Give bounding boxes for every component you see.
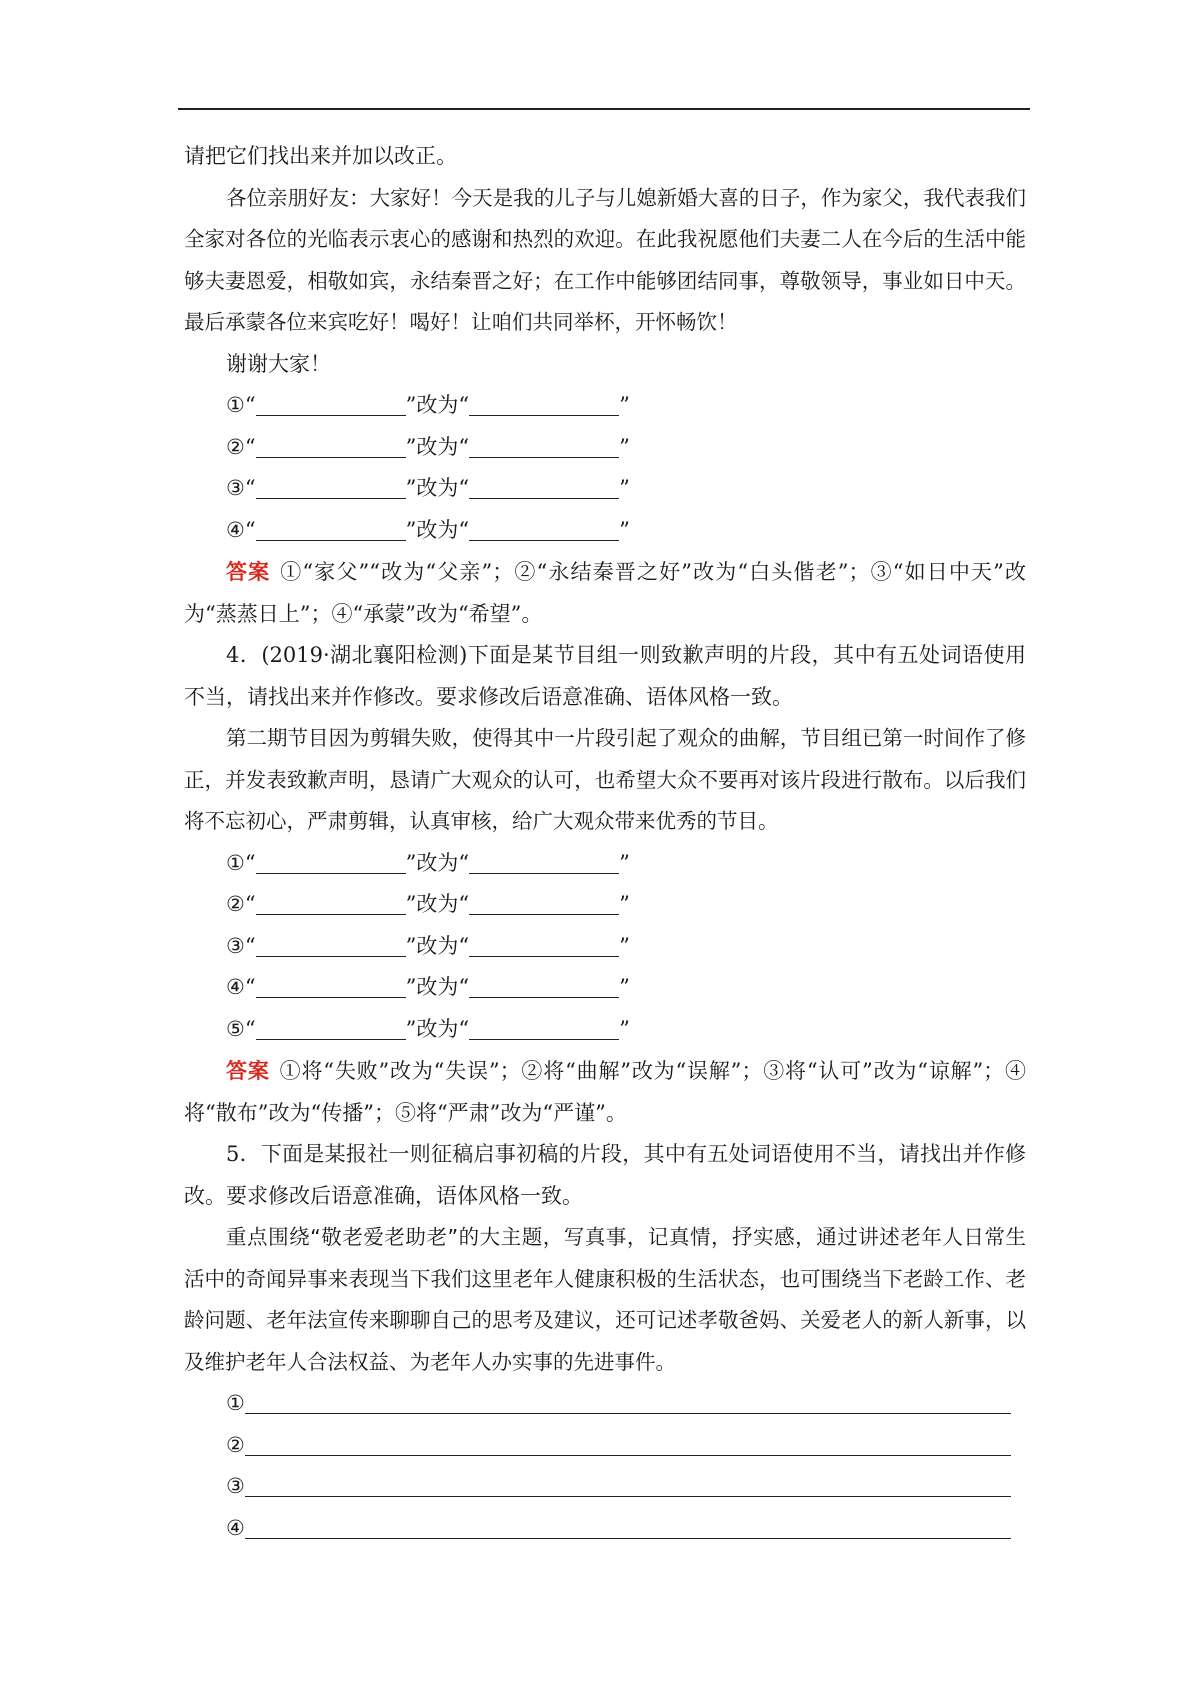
q4-blank-row: ④“ ”改为“ ” <box>226 975 630 999</box>
answer-text: ①“家父”“改为“父亲”；②“永结秦晋之好”改为“白头偕老”；③“如日中天”改 为“蒸蒸日上”；④“承蒙”改为“希望”。 <box>184 560 1026 626</box>
q3-blank-row: ①“ ”改为“ ” <box>226 393 630 417</box>
answer-label: 答案 <box>226 1058 270 1083</box>
q4-blank-row: ②“ ”改为“ ” <box>226 892 630 916</box>
answer-blank[interactable] <box>469 849 619 874</box>
q5-answer-line: ③ <box>184 1466 1026 1508</box>
answer-blank[interactable] <box>245 1431 1011 1456</box>
answer-blank[interactable] <box>256 1015 406 1040</box>
q4-passage: 第二期节目因为剪辑失败，使得其中一片段引起了观众的曲解，节目组已第一时间作了修正，并发表致歉声明，恳请广大观众的认可，也希望大众不要再对该片段进行散布。以后我们将不忘初心，严肃剪辑，认真审核，给广大观众带来优秀的节目。 <box>184 726 1026 833</box>
q4-blank-row: ①“ ”改为“ ” <box>226 850 630 875</box>
intro-tail: 请把它们找出来并加以改正。 <box>184 144 457 168</box>
answer-blank[interactable] <box>469 391 619 416</box>
q5-answer-line: ④ <box>184 1508 1026 1550</box>
answer-blank[interactable] <box>469 973 619 998</box>
answer-text: ①将“失败”改为“失误”；②将“曲解”改为“误解”；③将“认可”改为“谅解”；④将“散布”改为“传播”；⑤将“严肃”改为“严谨”。 <box>184 1059 1026 1125</box>
q5-stem: 5．下面是某报社一则征稿启事初稿的片段，其中有五处词语使用不当，请找出并作修改。要求修改后语意准确，语体风格一致。 <box>184 1142 1026 1208</box>
q5-answer-line: ② <box>184 1425 1026 1467</box>
answer-blank[interactable] <box>245 1389 1011 1414</box>
q4-blank-row: ⑤“ ”改为“ ” <box>226 1016 630 1041</box>
answer-blank[interactable] <box>469 474 619 499</box>
q4-blank-row: ③“ ”改为“ ” <box>226 933 630 958</box>
answer-blank[interactable] <box>469 433 619 458</box>
answer-blank[interactable] <box>256 890 406 915</box>
answer-blank[interactable] <box>469 1015 619 1040</box>
answer-blank[interactable] <box>469 516 619 541</box>
page-content <box>184 136 1026 1549</box>
answer-blank[interactable] <box>469 890 619 915</box>
answer-label: 答案 <box>226 559 271 584</box>
answer-blank[interactable] <box>245 1472 1011 1497</box>
q3-passage: 各位亲朋好友：大家好！今天是我的儿子与儿媳新婚大喜的日子，作为家父，我代表我们全家对各位的光临表示衷心的感谢和热烈的欢迎。在此我祝愿他们夫妻二人在今后的生活中能够夫妻恩爱，相敬如宾，永结秦晋之好；在工作中能够团结同事，尊敬领导，事业如日中天。最后承蒙各位来宾吃好！喝好！让咱们共同举杯，开怀畅饮！ <box>184 185 1026 334</box>
q5-passage: 重点围绕“敬老爱老助老”的大主题，写真事，记真情，抒实感，通过讲述老年人日常生活中的奇闻异事来表现当下我们这里老年人健康积极的生活状态，也可围绕当下老龄工作、老龄问题、老年法宣传来聊聊自己的思考及建议，还可记述孝敬爸妈、关爱老人的新人新事，以及维护老年人合法权益、为老年人办实事的先进事件。 <box>184 1225 1026 1374</box>
answer-blank[interactable] <box>256 849 406 874</box>
answer-blank[interactable] <box>256 973 406 998</box>
q3-closing: 谢谢大家！ <box>226 351 331 376</box>
header-rule <box>178 108 1030 110</box>
answer-blank[interactable] <box>256 433 406 458</box>
q5-answer-line: ① <box>184 1383 1026 1425</box>
answer-blank[interactable] <box>256 516 406 541</box>
q3-blank-row: ④“ ”改为“ ” <box>226 517 630 542</box>
q4-stem: 4．(2019·湖北襄阳检测)下面是某节目组一则致歉声明的片段，其中有五处词语使用不当，请找出来并作修改。要求修改后语意准确、语体风格一致。 <box>184 643 1026 709</box>
answer-blank[interactable] <box>256 391 406 416</box>
answer-blank[interactable] <box>256 474 406 499</box>
q3-answer <box>184 551 1026 635</box>
q3-blank-row: ②“ ”改为“ ” <box>226 434 630 459</box>
q4-answer <box>184 1050 1026 1134</box>
q3-blank-row: ③“ ”改为“ ” <box>226 476 630 500</box>
answer-blank[interactable] <box>256 932 406 957</box>
answer-blank[interactable] <box>469 932 619 957</box>
answer-blank[interactable] <box>245 1514 1011 1539</box>
